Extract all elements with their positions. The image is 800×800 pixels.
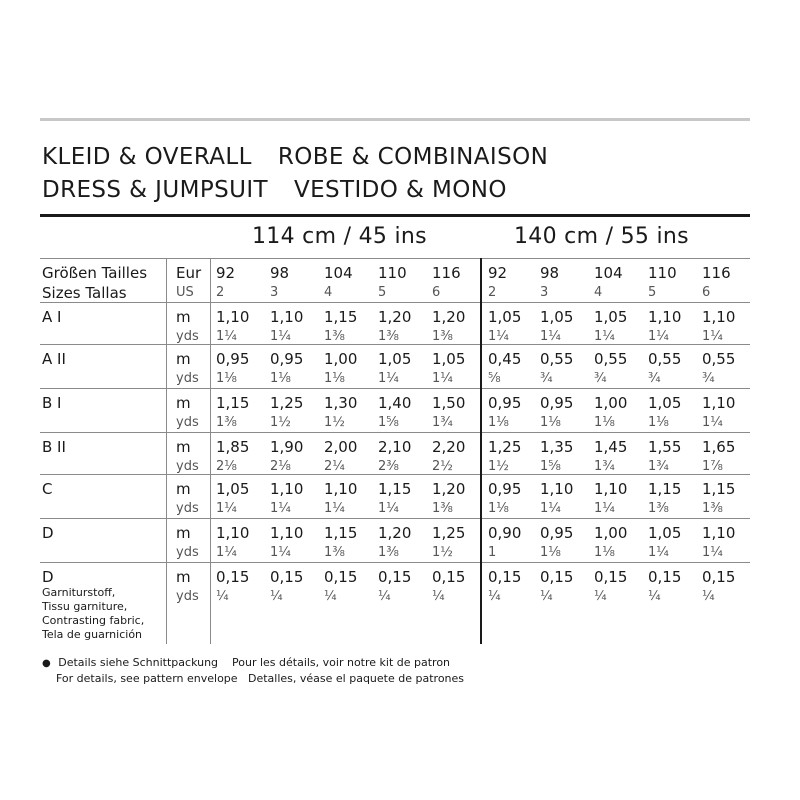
contrasting-fabric-note: Contrasting fabric, [42, 614, 145, 627]
meters-value: 0,55 [594, 350, 628, 368]
unit-yds: yds [176, 329, 199, 344]
view-label: B II [42, 438, 66, 456]
meters-value: 2,20 [432, 438, 466, 456]
meters-value: 1,15 [648, 480, 682, 498]
yards-value: 1⅛ [216, 371, 237, 386]
meters-value: 1,10 [702, 524, 736, 542]
yards-value: 1⅝ [540, 459, 561, 474]
yards-value: 1⅜ [432, 501, 453, 516]
meters-value: 0,15 [540, 568, 574, 586]
unit-m: m [176, 568, 191, 586]
footnote-fr: Pour les détails, voir notre kit de patron [232, 656, 451, 669]
view-label: A I [42, 308, 62, 326]
yards-value: 1¼ [378, 371, 399, 386]
meters-value: 1,00 [594, 524, 628, 542]
unit-yds: yds [176, 589, 199, 604]
us-size: 4 [324, 285, 333, 300]
meters-value: 0,15 [216, 568, 250, 586]
unit-m: m [176, 308, 191, 326]
yards-value: 1¼ [270, 501, 291, 516]
yards-value: 1⅜ [378, 329, 399, 344]
meters-value: 1,20 [432, 480, 466, 498]
yards-value: 1¼ [216, 545, 237, 560]
meters-value: 1,05 [540, 308, 574, 326]
yards-value: ¼ [270, 589, 283, 604]
unit-yds: yds [176, 371, 199, 386]
eur-size: 98 [540, 264, 560, 282]
yards-value: 1¼ [702, 545, 723, 560]
yards-value: 1½ [488, 459, 509, 474]
yards-value: 1⅜ [648, 501, 669, 516]
meters-value: 1,25 [270, 394, 304, 412]
yards-value: 1½ [432, 545, 453, 560]
contrasting-fabric-note: Tela de guarnición [42, 628, 143, 641]
table-rule [40, 432, 750, 433]
view-label: D [42, 524, 54, 542]
yards-value: 1¼ [324, 501, 345, 516]
yards-value: 1¼ [270, 545, 291, 560]
meters-value: 1,10 [216, 524, 250, 542]
title-es: VESTIDO & MONO [293, 177, 507, 203]
yards-value: 1⅛ [270, 371, 291, 386]
eur-size: 116 [432, 264, 461, 282]
yards-value: 1 [488, 545, 497, 560]
contrasting-fabric-note: Tissu garniture, [42, 600, 128, 613]
meters-value: 1,20 [432, 308, 466, 326]
unit-m: m [176, 438, 191, 456]
yards-value: 1⅛ [488, 415, 509, 430]
yards-value: 2¼ [324, 459, 345, 474]
yards-value: 1⅛ [594, 545, 615, 560]
yards-value: 1¼ [216, 501, 237, 516]
meters-value: 1,10 [540, 480, 574, 498]
meters-value: 1,15 [324, 524, 358, 542]
yards-value: 1⅛ [540, 545, 561, 560]
footnote-line-1 [42, 656, 218, 669]
meters-value: 1,05 [432, 350, 466, 368]
meters-value: 1,15 [324, 308, 358, 326]
yards-value: 1¼ [594, 501, 615, 516]
yards-value: 1½ [324, 415, 345, 430]
yards-value: ¾ [594, 371, 607, 386]
meters-value: 0,95 [540, 524, 574, 542]
unit-m: m [176, 524, 191, 542]
eur-size: 98 [270, 264, 290, 282]
meters-value: 1,10 [270, 308, 304, 326]
meters-value: 1,10 [702, 394, 736, 412]
meters-value: 1,50 [432, 394, 466, 412]
yards-value: ¾ [540, 371, 553, 386]
unit-m: m [176, 350, 191, 368]
us-size: 5 [648, 285, 657, 300]
yards-value: 1⅜ [702, 501, 723, 516]
yards-value: 1⅛ [594, 415, 615, 430]
meters-value: 1,15 [702, 480, 736, 498]
yards-value: ¾ [702, 371, 715, 386]
meters-value: 1,05 [378, 350, 412, 368]
meters-value: 1,85 [216, 438, 250, 456]
us-size: 6 [432, 285, 441, 300]
meters-value: 0,15 [702, 568, 736, 586]
yards-value: 1¾ [648, 459, 669, 474]
meters-value: 1,05 [648, 524, 682, 542]
eur-size: 116 [702, 264, 731, 282]
us-size: 6 [702, 285, 711, 300]
meters-value: 0,55 [540, 350, 574, 368]
bullet-icon: ● [42, 658, 51, 669]
meters-value: 0,95 [216, 350, 250, 368]
yards-value: 1¼ [702, 415, 723, 430]
eur-size: 110 [648, 264, 677, 282]
table-rule [40, 302, 750, 303]
meters-value: 1,10 [648, 308, 682, 326]
size-column-rule [210, 258, 211, 644]
meters-value: 1,05 [488, 308, 522, 326]
sizes-label-en-es: Sizes Tallas [42, 284, 127, 302]
title-en: DRESS & JUMPSUIT [42, 177, 268, 203]
yards-value: 1⅛ [540, 415, 561, 430]
yards-value: 1¾ [594, 459, 615, 474]
yards-value: ¼ [324, 589, 337, 604]
table-rule [40, 474, 750, 475]
meters-value: 1,40 [378, 394, 412, 412]
meters-value: 1,45 [594, 438, 628, 456]
sizes-label-de-fr: Größen Tailles [42, 264, 148, 282]
meters-value: 1,05 [648, 394, 682, 412]
meters-value: 1,10 [594, 480, 628, 498]
yards-value: 1¼ [702, 329, 723, 344]
yards-value: ¼ [648, 589, 661, 604]
meters-value: 0,55 [702, 350, 736, 368]
yards-value: ¼ [432, 589, 445, 604]
meters-value: 0,15 [648, 568, 682, 586]
table-rule [40, 518, 750, 519]
yards-value: 1¼ [432, 371, 453, 386]
unit-yds: yds [176, 501, 199, 516]
meters-value: 1,10 [324, 480, 358, 498]
meters-value: 0,15 [324, 568, 358, 586]
eur-size: 104 [324, 264, 353, 282]
meters-value: 1,00 [324, 350, 358, 368]
view-label: A II [42, 350, 66, 368]
meters-value: 1,10 [216, 308, 250, 326]
unit-yds: yds [176, 545, 199, 560]
yards-value: ¼ [702, 589, 715, 604]
yards-value: 1¼ [648, 545, 669, 560]
title-fr: ROBE & COMBINAISON [277, 144, 549, 170]
meters-value: 1,25 [432, 524, 466, 542]
eur-size: 92 [488, 264, 508, 282]
meters-value: 1,25 [488, 438, 522, 456]
yards-value: ¼ [378, 589, 391, 604]
meters-value: 1,00 [594, 394, 628, 412]
us-size: 3 [540, 285, 549, 300]
yards-value: 1⅜ [432, 329, 453, 344]
yards-value: 1⅛ [488, 501, 509, 516]
meters-value: 1,55 [648, 438, 682, 456]
contrasting-fabric-note: Garniturstoff, [42, 586, 116, 599]
yards-value: ¼ [594, 589, 607, 604]
title-de: KLEID & OVERALL [42, 144, 252, 170]
footnote-en: For details, see pattern envelope [56, 672, 238, 685]
yards-value: 1⅞ [702, 459, 723, 474]
yards-value: 1¼ [540, 501, 561, 516]
meters-value: 0,15 [378, 568, 412, 586]
meters-value: 1,20 [378, 308, 412, 326]
meters-value: 2,00 [324, 438, 358, 456]
yards-value: 1⅛ [324, 371, 345, 386]
meters-value: 0,15 [432, 568, 466, 586]
footnote-de: Details siehe Schnittpackung [58, 656, 219, 669]
meters-value: 1,15 [378, 480, 412, 498]
yards-value: 1⅜ [324, 329, 345, 344]
eur-size: 92 [216, 264, 236, 282]
unit-yds: yds [176, 415, 199, 430]
yards-value: 1¼ [594, 329, 615, 344]
us-size: 2 [488, 285, 497, 300]
unit-eur: Eur [176, 264, 202, 282]
meters-value: 1,10 [702, 308, 736, 326]
yards-value: 1¼ [378, 501, 399, 516]
yards-value: 1¾ [432, 415, 453, 430]
fabric-width-114: 114 cm / 45 ins [252, 224, 427, 249]
yards-value: 1⅝ [378, 415, 399, 430]
yards-value: 1⅜ [216, 415, 237, 430]
meters-value: 0,95 [488, 480, 522, 498]
unit-us: US [176, 285, 194, 300]
table-rule [40, 258, 750, 259]
unit-yds: yds [176, 459, 199, 474]
meters-value: 0,90 [488, 524, 522, 542]
meters-value: 1,65 [702, 438, 736, 456]
yards-value: 2⅛ [216, 459, 237, 474]
yards-value: 1¼ [540, 329, 561, 344]
eur-size: 104 [594, 264, 623, 282]
yards-value: 1½ [270, 415, 291, 430]
unit-m: m [176, 394, 191, 412]
eur-size: 110 [378, 264, 407, 282]
yards-value: 2⅛ [270, 459, 291, 474]
view-label: B I [42, 394, 62, 412]
meters-value: 0,15 [594, 568, 628, 586]
title-line-2 [42, 177, 507, 203]
unit-column-rule [166, 258, 167, 644]
meters-value: 1,05 [216, 480, 250, 498]
yards-value: 1¼ [648, 329, 669, 344]
meters-value: 1,10 [270, 480, 304, 498]
fabric-width-divider [480, 258, 482, 644]
yards-value: 1¼ [488, 329, 509, 344]
meters-value: 1,30 [324, 394, 358, 412]
meters-value: 0,45 [488, 350, 522, 368]
meters-value: 1,35 [540, 438, 574, 456]
us-size: 2 [216, 285, 225, 300]
meters-value: 0,15 [488, 568, 522, 586]
meters-value: 0,55 [648, 350, 682, 368]
meters-value: 1,90 [270, 438, 304, 456]
title-rule [40, 214, 750, 217]
yards-value: 1⅛ [648, 415, 669, 430]
meters-value: 0,95 [540, 394, 574, 412]
yards-value: 1⅜ [378, 545, 399, 560]
us-size: 3 [270, 285, 279, 300]
fabric-width-140: 140 cm / 55 ins [514, 224, 689, 249]
yards-value: 1¼ [216, 329, 237, 344]
yards-value: ¼ [540, 589, 553, 604]
yards-value: 2½ [432, 459, 453, 474]
yards-value: 1¼ [270, 329, 291, 344]
meters-value: 1,05 [594, 308, 628, 326]
title-line-1 [42, 144, 548, 170]
table-rule [40, 562, 750, 563]
us-size: 4 [594, 285, 603, 300]
meters-value: 0,95 [270, 350, 304, 368]
yards-value: ¼ [488, 589, 501, 604]
table-rule [40, 344, 750, 345]
yards-value: ⅝ [488, 371, 501, 386]
meters-value: 1,10 [270, 524, 304, 542]
unit-m: m [176, 480, 191, 498]
yards-value: ¾ [648, 371, 661, 386]
footnote-es: Detalles, véase el paquete de patrones [248, 672, 465, 685]
meters-value: 2,10 [378, 438, 412, 456]
yards-value: 2⅜ [378, 459, 399, 474]
meters-value: 0,95 [488, 394, 522, 412]
meters-value: 1,15 [216, 394, 250, 412]
view-label: C [42, 480, 53, 498]
yards-value: 1⅜ [324, 545, 345, 560]
us-size: 5 [378, 285, 387, 300]
yards-value: ¼ [216, 589, 229, 604]
top-rule [40, 118, 750, 121]
view-label: D [42, 568, 54, 586]
meters-value: 0,15 [270, 568, 304, 586]
table-rule [40, 388, 750, 389]
meters-value: 1,20 [378, 524, 412, 542]
